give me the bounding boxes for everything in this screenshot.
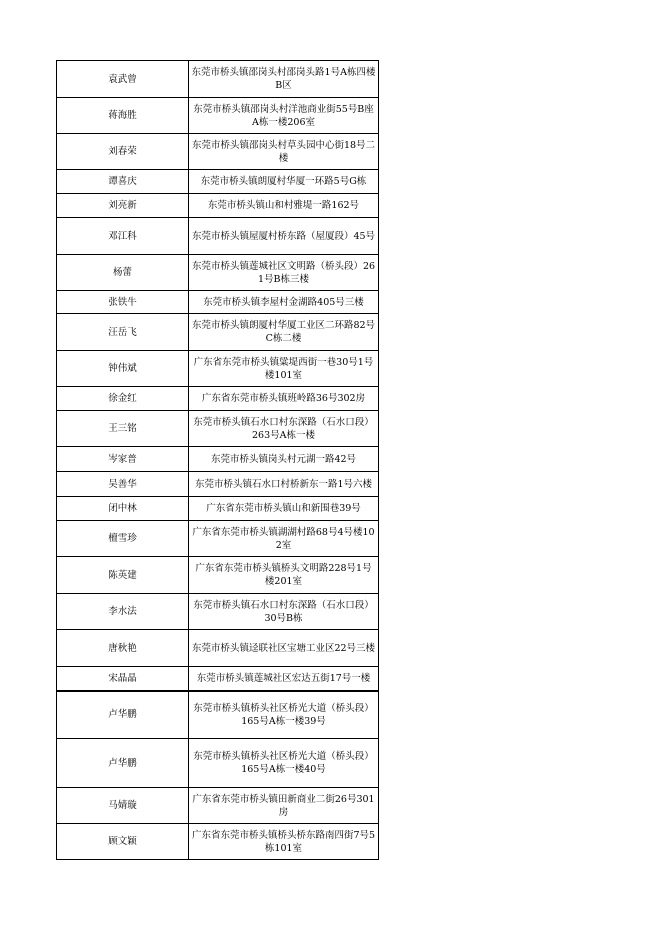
table-row bbox=[57, 594, 379, 630]
name-cell[interactable]: 王三铭 bbox=[57, 411, 189, 447]
address-cell[interactable]: 东莞市桥头镇朗厦村华厦工业区二环路82号C栋二楼 bbox=[189, 314, 379, 351]
name-cell[interactable]: 刘春荣 bbox=[57, 134, 189, 170]
table-row bbox=[57, 98, 379, 134]
name-cell[interactable]: 闭中林 bbox=[57, 497, 189, 521]
table-row bbox=[57, 170, 379, 194]
table-row bbox=[57, 557, 379, 594]
address-cell[interactable]: 东莞市桥头镇屋厦村桥东路（屋厦段）45号 bbox=[189, 218, 379, 255]
table-row bbox=[57, 134, 379, 170]
name-cell[interactable]: 李水法 bbox=[57, 594, 189, 630]
table-row bbox=[57, 667, 379, 691]
table-row bbox=[57, 447, 379, 472]
table-row bbox=[57, 218, 379, 255]
table-row bbox=[57, 630, 379, 667]
name-cell[interactable]: 卢华鹏 bbox=[57, 691, 189, 739]
table-row bbox=[57, 521, 379, 557]
table-row bbox=[57, 788, 379, 824]
table-row bbox=[57, 291, 379, 314]
address-cell[interactable]: 东莞市桥头镇朗厦村华厦一环路5号G栋 bbox=[189, 170, 379, 194]
table-row bbox=[57, 314, 379, 351]
address-cell[interactable]: 东莞市桥头镇邵岗头村邵岗头路1号A栋四楼B区 bbox=[189, 61, 379, 98]
name-cell[interactable]: 岑家普 bbox=[57, 447, 189, 472]
name-cell[interactable]: 张铁牛 bbox=[57, 291, 189, 314]
name-cell[interactable]: 顾文颖 bbox=[57, 824, 189, 860]
address-cell[interactable]: 东莞市桥头镇桥头社区桥光大道（桥头段）165号A栋一楼40号 bbox=[189, 739, 379, 788]
address-cell[interactable]: 广东省东莞市桥头镇桥头文明路228号1号楼201室 bbox=[189, 557, 379, 594]
address-cell[interactable]: 东莞市桥头镇莲城社区宏达五街17号一楼 bbox=[189, 667, 379, 691]
address-cell[interactable]: 东莞市桥头镇莲城社区文明路（桥头段）261号B栋三楼 bbox=[189, 255, 379, 291]
name-cell[interactable]: 刘亮新 bbox=[57, 194, 189, 218]
address-table bbox=[56, 60, 379, 860]
address-cell[interactable]: 广东省东莞市桥头镇山和新围巷39号 bbox=[189, 497, 379, 521]
name-cell[interactable]: 唐秋艳 bbox=[57, 630, 189, 667]
address-cell[interactable]: 东莞市桥头镇迳联社区宝塘工业区22号三楼 bbox=[189, 630, 379, 667]
name-cell[interactable]: 宋晶晶 bbox=[57, 667, 189, 691]
table-row bbox=[57, 824, 379, 860]
table-row bbox=[57, 497, 379, 521]
table-row bbox=[57, 691, 379, 739]
name-cell[interactable]: 吴善华 bbox=[57, 472, 189, 497]
name-cell[interactable]: 陈英建 bbox=[57, 557, 189, 594]
table-row bbox=[57, 411, 379, 447]
name-cell[interactable]: 檀雪珍 bbox=[57, 521, 189, 557]
table-row bbox=[57, 739, 379, 788]
table-row bbox=[57, 61, 379, 98]
name-cell[interactable]: 钟伟斌 bbox=[57, 351, 189, 387]
address-cell[interactable]: 广东省东莞市桥头镇班岭路36号302房 bbox=[189, 387, 379, 411]
address-cell[interactable]: 东莞市桥头镇石水口村桥新东一路1号六楼 bbox=[189, 472, 379, 497]
address-cell[interactable]: 广东省东莞市桥头镇粱堤西街一巷30号1号楼101室 bbox=[189, 351, 379, 387]
table-row bbox=[57, 255, 379, 291]
name-cell[interactable]: 谭喜庆 bbox=[57, 170, 189, 194]
address-cell[interactable]: 广东省东莞市桥头镇湖湖村路68号4号楼102室 bbox=[189, 521, 379, 557]
address-cell[interactable]: 东莞市桥头镇邵岗头村草头园中心街18号二楼 bbox=[189, 134, 379, 170]
address-cell[interactable]: 东莞市桥头镇石水口村东深路（石水口段）30号B栋 bbox=[189, 594, 379, 630]
address-cell[interactable]: 东莞市桥头镇李屋村金湖路405号三楼 bbox=[189, 291, 379, 314]
address-cell[interactable]: 东莞市桥头镇石水口村东深路（石水口段）263号A栋一楼 bbox=[189, 411, 379, 447]
address-cell[interactable]: 东莞市桥头镇岗头村元湖一路42号 bbox=[189, 447, 379, 472]
name-cell[interactable]: 马婧璇 bbox=[57, 788, 189, 824]
table-row bbox=[57, 387, 379, 411]
address-cell[interactable]: 广东省东莞市桥头镇桥头桥东路南四街7号5栋101室 bbox=[189, 824, 379, 860]
address-cell[interactable]: 广东省东莞市桥头镇田新商业二街26号301房 bbox=[189, 788, 379, 824]
name-cell[interactable]: 袁武曾 bbox=[57, 61, 189, 98]
name-cell[interactable]: 汪岳飞 bbox=[57, 314, 189, 351]
address-cell[interactable]: 东莞市桥头镇桥头社区桥光大道（桥头段）165号A栋一楼39号 bbox=[189, 691, 379, 739]
name-cell[interactable]: 徐金红 bbox=[57, 387, 189, 411]
address-cell[interactable]: 东莞市桥头镇山和村雅堤一路162号 bbox=[189, 194, 379, 218]
name-cell[interactable]: 邓江科 bbox=[57, 218, 189, 255]
name-cell[interactable]: 蒋海胜 bbox=[57, 98, 189, 134]
table-row bbox=[57, 472, 379, 497]
table-row bbox=[57, 351, 379, 387]
address-cell[interactable]: 东莞市桥头镇邵岗头村洋池商业街55号B座A栋一楼206室 bbox=[189, 98, 379, 134]
name-cell[interactable]: 杨蕾 bbox=[57, 255, 189, 291]
table-row bbox=[57, 194, 379, 218]
name-cell[interactable]: 卢华鹏 bbox=[57, 739, 189, 788]
